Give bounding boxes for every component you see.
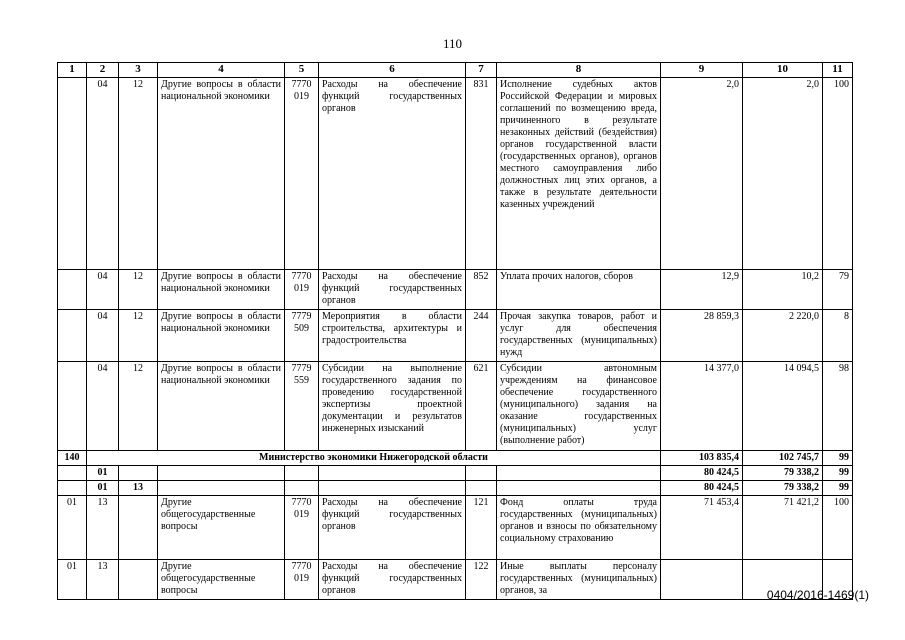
budget-table xyxy=(57,62,853,600)
table-cell: 13 xyxy=(119,481,158,496)
column-header: 1 xyxy=(58,63,87,78)
table-cell: 7770 019 xyxy=(285,496,319,560)
table-cell xyxy=(58,78,87,270)
table-cell: 14 094,5 xyxy=(743,362,823,451)
table-cell: 01 xyxy=(58,560,87,600)
table-cell: 244 xyxy=(466,310,497,362)
table-cell: Субсидии автономным учреждениям на финансовое обеспечение государственного (муниципального) задания на оказание государственных (муниципальных) услуг (выполнение работ) xyxy=(497,362,661,451)
ministry-total-row xyxy=(58,451,853,466)
table-cell: 71 421,2 xyxy=(743,496,823,560)
table-row xyxy=(58,78,853,270)
table-cell: 7779 559 xyxy=(285,362,319,451)
table-cell xyxy=(119,496,158,560)
table-row xyxy=(58,270,853,310)
table-cell xyxy=(319,466,466,481)
column-header: 8 xyxy=(497,63,661,78)
table-cell: 99 xyxy=(823,451,853,466)
table-cell: 79 338,2 xyxy=(743,481,823,496)
table-cell xyxy=(158,466,285,481)
table-cell: Другие вопросы в области национальной экономики xyxy=(158,362,285,451)
table-cell: 103 835,4 xyxy=(661,451,743,466)
table-cell: 100 xyxy=(823,78,853,270)
table-cell: Другие вопросы в области национальной экономики xyxy=(158,310,285,362)
table-cell: 28 859,3 xyxy=(661,310,743,362)
table-cell xyxy=(285,466,319,481)
table-cell: 14 377,0 xyxy=(661,362,743,451)
section-total-row xyxy=(58,466,853,481)
table-cell xyxy=(58,310,87,362)
table-cell: 13 xyxy=(87,496,119,560)
table-cell xyxy=(319,481,466,496)
table-cell xyxy=(661,560,743,600)
column-header-row xyxy=(58,63,853,78)
table-cell xyxy=(119,560,158,600)
table-row xyxy=(58,496,853,560)
table-cell: Исполнение судебных актов Российской Федерации и мировых соглашений по возмещению вреда, причиненного в результате незаконных действий (бездействия) органов государственной власти (государственных органов), органов местного самоуправления либо должностных лиц этих органов, а также в результате деятельности казенных учреждений xyxy=(497,78,661,270)
table-cell: 621 xyxy=(466,362,497,451)
subsection-total-row xyxy=(58,481,853,496)
table-cell: 100 xyxy=(823,496,853,560)
table-cell: 7770 019 xyxy=(285,270,319,310)
table-cell: 12,9 xyxy=(661,270,743,310)
table-cell: Расходы на обеспечение функций государственных органов xyxy=(319,496,466,560)
table-cell: 71 453,4 xyxy=(661,496,743,560)
table-row xyxy=(58,310,853,362)
table-cell: 831 xyxy=(466,78,497,270)
table-cell: Уплата прочих налогов, сборов xyxy=(497,270,661,310)
table-cell: 04 xyxy=(87,362,119,451)
column-header: 4 xyxy=(158,63,285,78)
column-header: 2 xyxy=(87,63,119,78)
table-cell xyxy=(497,466,661,481)
table-cell: 12 xyxy=(119,362,158,451)
table-cell xyxy=(58,481,87,496)
table-cell xyxy=(58,362,87,451)
table-cell: Другие общегосударственные вопросы xyxy=(158,560,285,600)
table-cell: 80 424,5 xyxy=(661,466,743,481)
table-cell: 852 xyxy=(466,270,497,310)
table-cell: 7779 509 xyxy=(285,310,319,362)
column-header: 3 xyxy=(119,63,158,78)
table-cell: 99 xyxy=(823,466,853,481)
table-cell: 01 xyxy=(58,496,87,560)
table-cell: 12 xyxy=(119,310,158,362)
table-cell: 79 338,2 xyxy=(743,466,823,481)
table-cell: Субсидии на выполнение государственного задания по проведению государственной экспертизы проектной документации и результатов инженерных изысканий xyxy=(319,362,466,451)
table-cell: 2,0 xyxy=(743,78,823,270)
table-cell: 01 xyxy=(87,466,119,481)
column-header: 6 xyxy=(319,63,466,78)
table-cell: Фонд оплаты труда государственных (муниципальных) органов и взносы по обязательному социальному страхованию xyxy=(497,496,661,560)
table-cell: 13 xyxy=(87,560,119,600)
table-cell: 12 xyxy=(119,270,158,310)
table-cell: 8 xyxy=(823,310,853,362)
table-cell xyxy=(497,481,661,496)
table-cell xyxy=(158,481,285,496)
table-cell: Другие вопросы в области национальной экономики xyxy=(158,270,285,310)
table-cell: 12 xyxy=(119,78,158,270)
table-cell: Другие общегосударственные вопросы xyxy=(158,496,285,560)
column-header: 11 xyxy=(823,63,853,78)
document-code: 0404/2016-1469(1) xyxy=(766,588,869,602)
column-header: 10 xyxy=(743,63,823,78)
table-cell: 04 xyxy=(87,270,119,310)
table-cell: 98 xyxy=(823,362,853,451)
table-cell xyxy=(58,466,87,481)
table-cell xyxy=(285,481,319,496)
column-header: 7 xyxy=(466,63,497,78)
table-cell: 2 220,0 xyxy=(743,310,823,362)
table-cell: 7770 019 xyxy=(285,78,319,270)
column-header: 5 xyxy=(285,63,319,78)
table-cell xyxy=(58,270,87,310)
table-row xyxy=(58,362,853,451)
table-cell: Расходы на обеспечение функций государственных органов xyxy=(319,270,466,310)
table-cell: 04 xyxy=(87,310,119,362)
column-header: 9 xyxy=(661,63,743,78)
table-cell: 80 424,5 xyxy=(661,481,743,496)
table-cell: 10,2 xyxy=(743,270,823,310)
table-cell xyxy=(466,466,497,481)
table-cell: 79 xyxy=(823,270,853,310)
table-cell: Расходы на обеспечение функций государственных органов xyxy=(319,78,466,270)
table-cell: 7770 019 xyxy=(285,560,319,600)
table-cell: Мероприятия в области строительства, архитектуры и градостроительства xyxy=(319,310,466,362)
ministry-code: 140 xyxy=(58,451,87,466)
table-cell: Расходы на обеспечение функций государственных органов xyxy=(319,560,466,600)
table-cell: Иные выплаты персоналу государственных (муниципальных) органов, за xyxy=(497,560,661,600)
table-cell: 102 745,7 xyxy=(743,451,823,466)
ministry-name: Министерство экономики Нижегородской области xyxy=(87,451,661,466)
table-cell: 121 xyxy=(466,496,497,560)
page-number: 110 xyxy=(442,36,463,51)
table-cell xyxy=(466,481,497,496)
table-row xyxy=(58,560,853,600)
table-cell: 01 xyxy=(87,481,119,496)
table-cell: Другие вопросы в области национальной экономики xyxy=(158,78,285,270)
table-cell: Прочая закупка товаров, работ и услуг для обеспечения государственных (муниципальных) нужд xyxy=(497,310,661,362)
table-cell: 2,0 xyxy=(661,78,743,270)
table-cell: 122 xyxy=(466,560,497,600)
table-cell xyxy=(119,466,158,481)
table-cell: 99 xyxy=(823,481,853,496)
table-cell: 04 xyxy=(87,78,119,270)
